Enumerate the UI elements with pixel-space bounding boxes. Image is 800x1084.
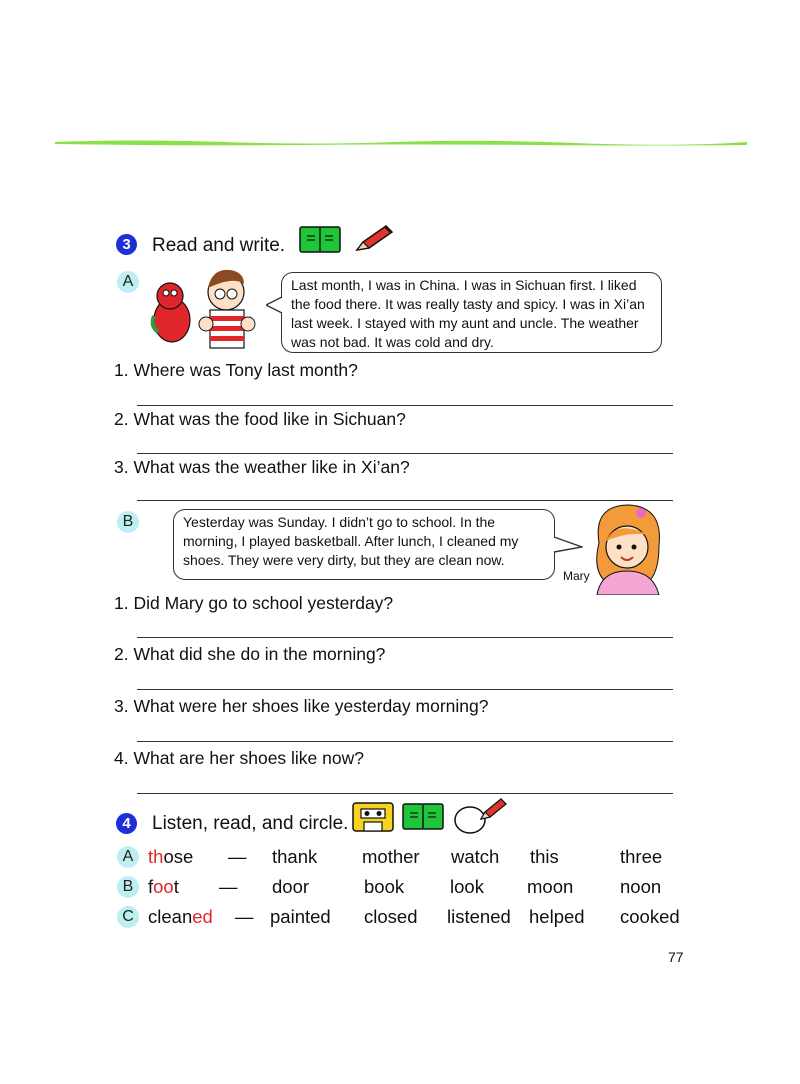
key-word-highlight: oo — [153, 876, 174, 897]
dash: — — [219, 876, 238, 897]
option-word[interactable]: noon — [620, 876, 662, 897]
row-b-badge: B — [117, 876, 139, 898]
pencil-icon — [354, 223, 396, 253]
option-word[interactable]: cooked — [620, 906, 680, 927]
option-word[interactable]: thank — [272, 846, 318, 867]
answer-line[interactable] — [137, 689, 673, 690]
page-number: 77 — [668, 949, 684, 965]
answer-line[interactable] — [137, 405, 673, 406]
circle-pencil-icon — [453, 795, 508, 835]
question-b4: 4. What are her shoes like now? — [114, 748, 364, 768]
question-a2: 2. What was the food like in Sichuan? — [114, 409, 406, 429]
key-word-highlight: ed — [192, 906, 213, 927]
dash: — — [235, 906, 254, 927]
option-word[interactable]: moon — [527, 876, 574, 897]
option-word[interactable]: listened — [447, 906, 511, 927]
row-c-badge: C — [117, 906, 139, 928]
option-word[interactable]: book — [364, 876, 405, 897]
option-word[interactable]: three — [620, 846, 663, 867]
part-a-speech-bubble — [281, 272, 662, 353]
cassette-icon — [352, 802, 394, 832]
answer-line[interactable] — [137, 500, 673, 501]
row-a-badge: A — [117, 846, 139, 868]
part-b-speech-bubble — [173, 509, 555, 580]
question-a1: 1. Where was Tony last month? — [114, 360, 358, 380]
option-word[interactable]: mother — [362, 846, 420, 867]
dash: — — [228, 846, 247, 867]
key-word-prefix: clean — [148, 906, 193, 927]
key-word-rest: ose — [163, 846, 194, 867]
section-number-badge: 3 — [116, 234, 137, 255]
part-b-badge: B — [117, 511, 139, 533]
question-a3: 3. What was the weather like in Xi’an? — [114, 457, 410, 477]
option-word[interactable]: look — [450, 876, 484, 897]
answer-line[interactable] — [137, 741, 673, 742]
option-word[interactable]: door — [272, 876, 310, 897]
section-number-badge: 4 — [116, 813, 137, 834]
option-word[interactable]: helped — [529, 906, 585, 927]
question-b1: 1. Did Mary go to school yesterday? — [114, 593, 394, 613]
part-b-passage: Yesterday was Sunday. I didn’t go to school. In the morning, I played basketball. After lunch, I cleaned my shoes. They were very dirty, but they are clean now. — [183, 514, 519, 568]
key-word-foot — [148, 876, 179, 898]
option-word[interactable]: this — [530, 846, 559, 867]
key-word-highlight: th — [148, 846, 164, 867]
part-a-badge: A — [117, 271, 139, 293]
part-a-passage: Last month, I was in China. I was in Sichuan first. I liked the food there. It was really tasty and spicy. I was in Xi’an last week. I stayed with my aunt and uncle. The weather was not bad. It was cold and dry. — [291, 277, 645, 350]
answer-line[interactable] — [137, 793, 673, 794]
section-title: Listen, read, and circle. — [152, 813, 349, 834]
speaker-name: Mary — [563, 569, 590, 583]
mary-girl-illustration — [585, 503, 667, 595]
book-icon — [299, 226, 341, 253]
key-word-cleaned — [148, 906, 213, 928]
question-b2: 2. What did she do in the morning? — [114, 644, 386, 664]
bubble-tail — [266, 296, 284, 314]
key-word-those — [148, 846, 193, 868]
option-word[interactable]: closed — [364, 906, 418, 927]
key-word-prefix: f — [148, 876, 154, 897]
option-word[interactable]: painted — [270, 906, 331, 927]
option-word[interactable]: watch — [451, 846, 500, 867]
bubble-tail — [553, 536, 583, 554]
decorative-green-stripe — [55, 139, 747, 146]
book-icon — [402, 803, 444, 830]
cartoon-characters-illustration — [140, 268, 275, 350]
section-title: Read and write. — [152, 235, 286, 256]
answer-line[interactable] — [137, 453, 673, 454]
key-word-rest: t — [173, 876, 179, 897]
question-b3: 3. What were her shoes like yesterday morning? — [114, 696, 489, 716]
answer-line[interactable] — [137, 637, 673, 638]
